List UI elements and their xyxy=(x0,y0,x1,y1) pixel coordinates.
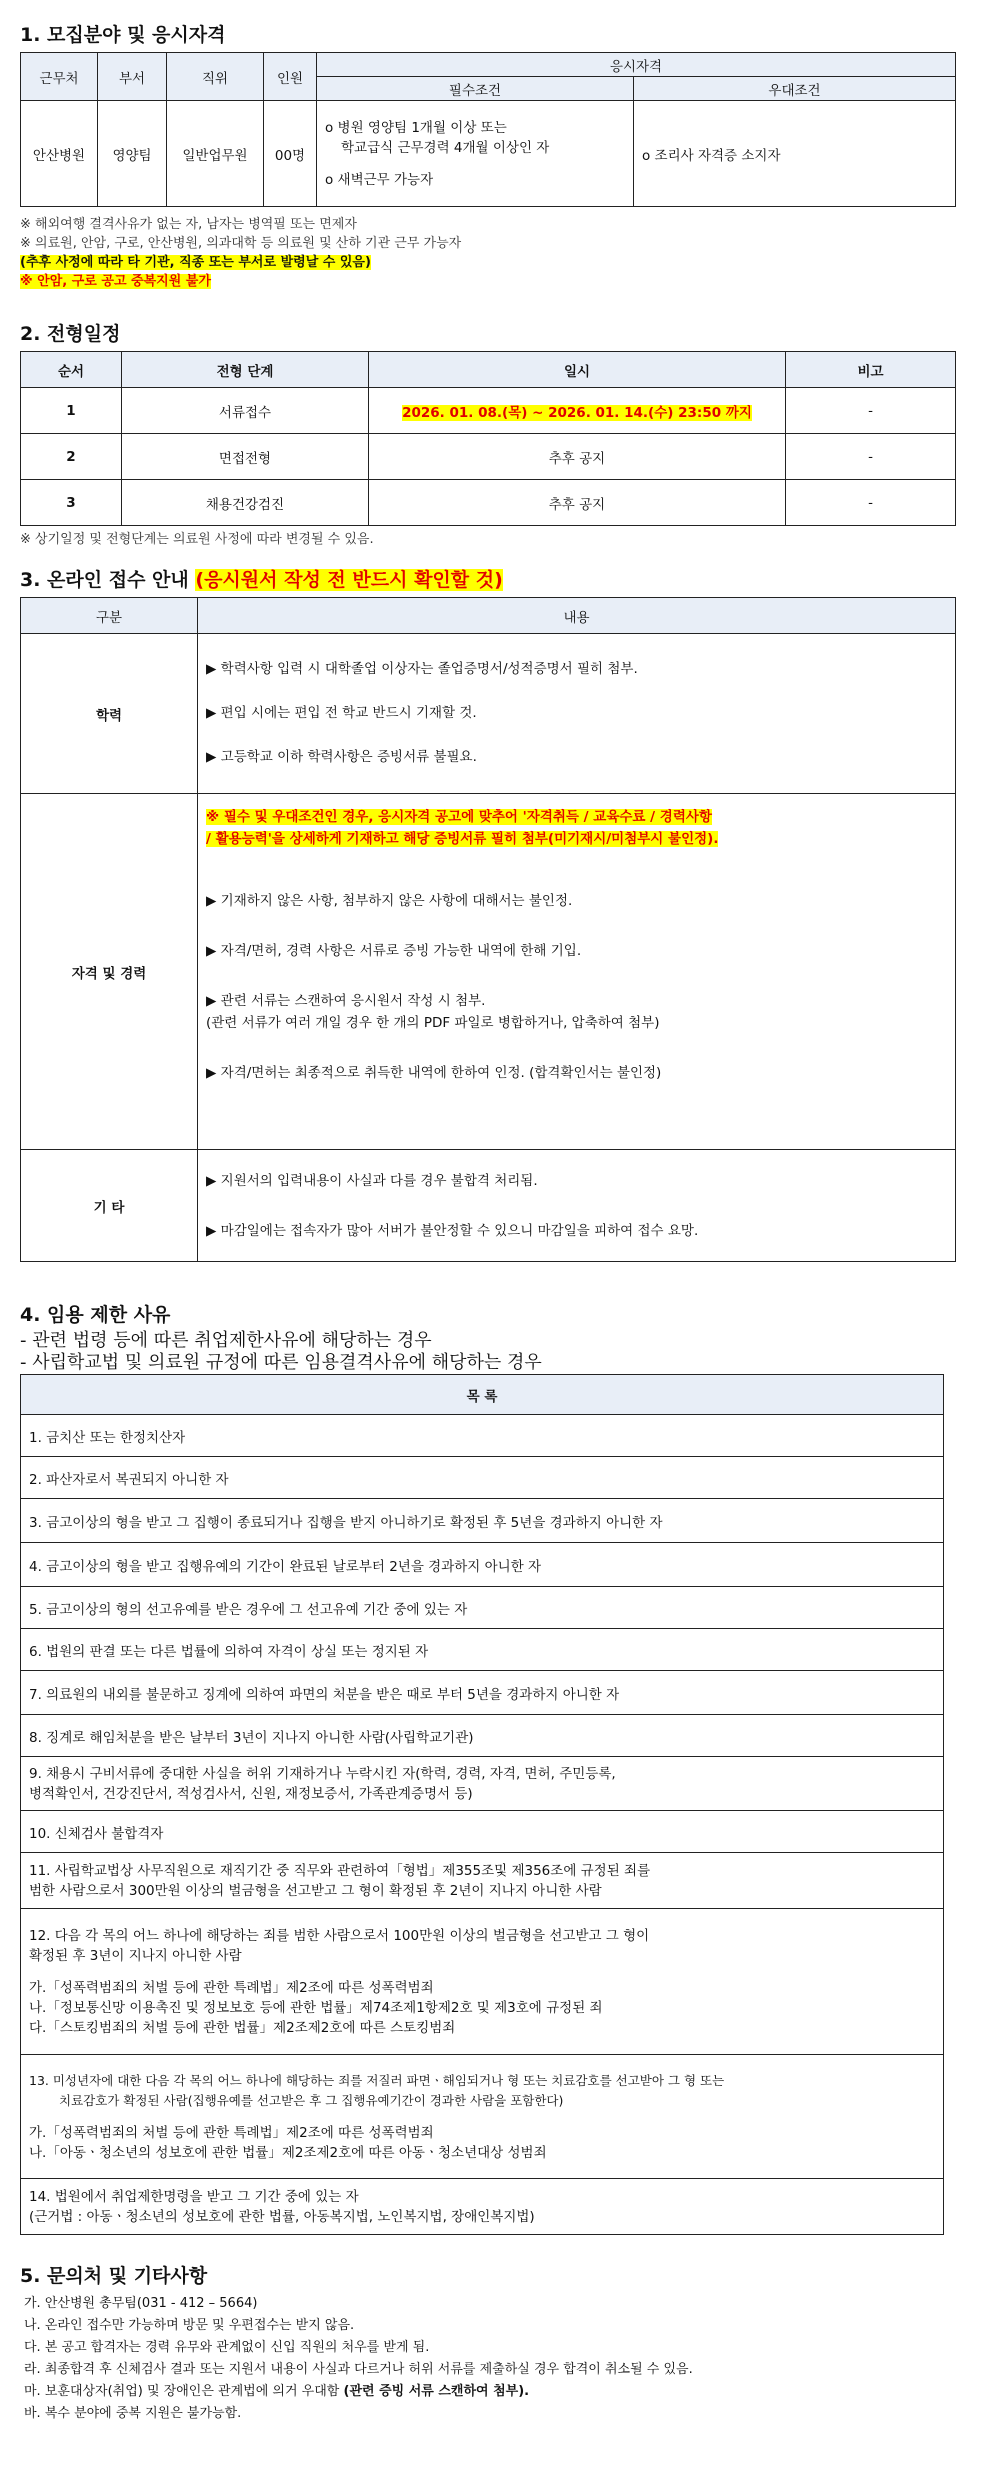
restriction-line: 치료감호가 확정된 사람(집행유예를 선고받은 후 그 집행유예기간이 경과한 사람을 포함한다) xyxy=(59,2092,564,2108)
schedule-row xyxy=(21,480,956,526)
category-education: 학력 xyxy=(21,634,198,794)
qualification-warning-2: / 활용능력'을 상세하게 기재하고 해당 증빙서류 필히 첨부(미기재시/미첨부시 불인정). xyxy=(206,831,719,847)
recruitment-table xyxy=(20,52,956,207)
cell-position: 일반업무원 xyxy=(167,101,264,207)
restriction-line: 9. 채용시 구비서류에 중대한 사실을 허위 기재하거나 누락시킨 자(학력, 경력, 자격, 면허, 주민등록, xyxy=(29,1765,616,1782)
qualification-content xyxy=(198,794,956,1150)
header-content: 내용 xyxy=(198,598,956,634)
section-4-intro: - 관련 법령 등에 따른 취업제한사유에 해당하는 경우 xyxy=(20,1330,432,1351)
restriction-line: 11. 사립학교법상 사무직원으로 재직기간 중 직무와 관련하여「형법」제355조및 제356조에 규정된 죄를 xyxy=(29,1862,651,1879)
qualification-item: ▶ 자격/면허는 최종적으로 취득한 내역에 한하여 인정. (합격확인서는 불인정) xyxy=(206,1065,662,1081)
schedule-order: 3 xyxy=(21,480,122,526)
restriction-item: 1. 금치산 또는 한정치산자 xyxy=(21,1415,944,1457)
restriction-line: 병적확인서, 건강진단서, 적성검사서, 신원, 재정보증서, 가족관계증명서 등) xyxy=(29,1785,473,1802)
category-qualification: 자격 및 경력 xyxy=(21,794,198,1150)
schedule-table xyxy=(20,351,956,526)
header-required: 필수조건 xyxy=(317,77,634,101)
restriction-line: 다.「스토킹범죄의 처벌 등에 관한 법률」제2조제2호에 따른 스토킹범죄 xyxy=(29,2019,456,2036)
category-other: 기 타 xyxy=(21,1150,198,1262)
schedule-order: 2 xyxy=(21,434,122,480)
restriction-item: 4. 금고이상의 형을 받고 집행유예의 기간이 완료된 날로부터 2년을 경과하지 아니한 자 xyxy=(21,1543,944,1587)
restriction-table xyxy=(20,1374,944,2235)
restriction-item: 10. 신체검사 불합격자 xyxy=(21,1811,944,1853)
online-application-table xyxy=(20,597,956,1262)
schedule-row xyxy=(21,388,956,434)
restriction-line: 13. 미성년자에 대한 다음 각 목의 어느 하나에 해당하는 죄를 저질러 파면ㆍ해임되거나 형 또는 치료감호를 선고받아 그 형 또는 xyxy=(29,2072,725,2088)
header-category: 구분 xyxy=(21,598,198,634)
restriction-line: 12. 다음 각 목의 어느 하나에 해당하는 죄를 범한 사람으로서 100만원 이상의 벌금형을 선고받고 그 형이 xyxy=(29,1927,650,1944)
restriction-item: 8. 징계로 해임처분을 받은 날부터 3년이 지나지 아니한 사람(사립학교기관) xyxy=(21,1715,944,1757)
required-line-1: o 병원 영양팀 1개월 이상 또는 xyxy=(325,119,507,136)
restriction-item xyxy=(21,2055,944,2179)
section-4-intro: - 사립학교법 및 의료원 규정에 따른 임용결격사유에 해당하는 경우 xyxy=(20,1352,542,1373)
header-dept: 부서 xyxy=(98,53,167,101)
contact-item: 가. 안산병원 총무팀(031 - 412 – 5664) xyxy=(24,2296,258,2311)
note-3: (추후 사정에 따라 타 기관, 직종 또는 부서로 발령날 수 있음) xyxy=(20,255,371,270)
contact-item-text: 마. 보훈대상자(취업) 및 장애인은 관계법에 의거 우대함 xyxy=(24,2384,340,2399)
education-item: ▶ 고등학교 이하 학력사항은 증빙서류 불필요. xyxy=(206,749,477,765)
contact-item: 다. 본 공고 합격자는 경력 유무와 관계없이 신입 직원의 처우를 받게 됨. xyxy=(24,2340,430,2355)
section-3-title-highlight: (응시원서 작성 전 반드시 확인할 것) xyxy=(195,569,503,591)
qualification-item: ▶ 자격/면허, 경력 사항은 서류로 증빙 가능한 내역에 한해 기입. xyxy=(206,943,582,959)
restriction-line: 14. 법원에서 취업제한명령을 받고 그 기간 중에 있는 자 xyxy=(29,2188,359,2205)
contact-item: 라. 최종합격 후 신체검사 결과 또는 지원서 내용이 사실과 다르거나 허위 서류를 제출하실 경우 합격이 취소될 수 있음. xyxy=(24,2362,693,2377)
qualification-warning-1: ※ 필수 및 우대조건인 경우, 응시자격 공고에 맞추어 '자격취득 / 교육수료 / 경력사항 xyxy=(206,809,712,825)
header-position: 직위 xyxy=(167,53,264,101)
section-5-title: 5. 문의처 및 기타사항 xyxy=(20,2265,208,2287)
qualification-item: ▶ 기재하지 않은 사항, 첨부하지 않은 사항에 대해서는 불인정. xyxy=(206,893,573,909)
cell-dept: 영양팀 xyxy=(98,101,167,207)
restriction-line: 확정된 후 3년이 지나지 아니한 사람 xyxy=(29,1947,242,1964)
section-1-title: 1. 모집분야 및 응시자격 xyxy=(20,24,226,46)
contact-item-bold: (관련 증빙 서류 스캔하여 첨부). xyxy=(343,2384,530,2399)
contact-item xyxy=(24,2381,976,2403)
section-3-title-text: 3. 온라인 접수 안내 xyxy=(20,569,189,591)
restriction-item xyxy=(21,1757,944,1811)
restriction-item: 6. 법원의 판결 또는 다른 법률에 의하여 자격이 상실 또는 정지된 자 xyxy=(21,1629,944,1671)
education-content xyxy=(198,634,956,794)
restriction-line: 가.「성폭력범죄의 처벌 등에 관한 특례법」제2조에 따른 성폭력범죄 xyxy=(29,2124,434,2141)
header-workplace: 근무처 xyxy=(21,53,98,101)
schedule-date: 추후 공지 xyxy=(369,434,786,480)
schedule-order: 1 xyxy=(21,388,122,434)
restriction-item: 2. 파산자로서 복권되지 아니한 자 xyxy=(21,1457,944,1499)
restriction-line: 범한 사람으로서 300만원 이상의 벌금형을 선고받고 그 형이 확정된 후 2년이 지나지 아니한 사람 xyxy=(29,1882,602,1899)
section-3-title xyxy=(20,567,976,593)
restriction-item: 7. 의료원의 내외를 불문하고 징계에 의하여 파면의 처분을 받은 때로 부터 5년을 경과하지 아니한 자 xyxy=(21,1671,944,1715)
schedule-date: 추후 공지 xyxy=(369,480,786,526)
education-item: ▶ 학력사항 입력 시 대학졸업 이상자는 졸업증명서/성적증명서 필히 첨부. xyxy=(206,661,638,677)
header-preferred: 우대조건 xyxy=(634,77,956,101)
section-2-title: 2. 전형일정 xyxy=(20,323,121,345)
cell-workplace: 안산병원 xyxy=(21,101,98,207)
job-posting xyxy=(20,22,976,2425)
other-item: ▶ 지원서의 입력내용이 사실과 다를 경우 불합격 처리됨. xyxy=(206,1172,538,1189)
restriction-item xyxy=(21,1909,944,2055)
schedule-stage: 면접전형 xyxy=(122,434,369,480)
section-4-title: 4. 임용 제한 사유 xyxy=(20,1304,171,1326)
schedule-remark: - xyxy=(786,480,956,526)
schedule-row xyxy=(21,434,956,480)
header-remark: 비고 xyxy=(786,352,956,388)
note-2: ※ 의료원, 안암, 구로, 안산병원, 의과대학 등 의료원 및 산하 기관 근무 가능자 xyxy=(20,236,462,251)
restriction-line: (근거법 : 아동ㆍ청소년의 성보호에 관한 법률, 아동복지법, 노인복지법, 장애인복지법) xyxy=(29,2208,535,2225)
header-qualification: 응시자격 xyxy=(317,53,956,77)
cell-preferred: o 조리사 자격증 소지자 xyxy=(634,101,956,207)
qualification-item: (관련 서류가 여러 개일 경우 한 개의 PDF 파일로 병합하거나, 압축하여 첨부) xyxy=(206,1015,660,1031)
restriction-item: 5. 금고이상의 형의 선고유예를 받은 경우에 그 선고유예 기간 중에 있는 자 xyxy=(21,1587,944,1629)
header-stage: 전형 단계 xyxy=(122,352,369,388)
other-content xyxy=(198,1150,956,1262)
restriction-line: 가.「성폭력범죄의 처벌 등에 관한 특례법」제2조에 따른 성폭력범죄 xyxy=(29,1979,434,1996)
schedule-stage: 채용건강검진 xyxy=(122,480,369,526)
header-date: 일시 xyxy=(369,352,786,388)
cell-count: 00명 xyxy=(264,101,317,207)
contact-item: 바. 복수 분야에 중복 지원은 불가능함. xyxy=(24,2406,242,2421)
restriction-list-header: 목 록 xyxy=(21,1375,944,1415)
header-order: 순서 xyxy=(21,352,122,388)
schedule-stage: 서류접수 xyxy=(122,388,369,434)
contact-item: 나. 온라인 접수만 가능하며 방문 및 우편접수는 받지 않음. xyxy=(24,2318,355,2333)
schedule-remark: - xyxy=(786,388,956,434)
restriction-item xyxy=(21,1853,944,1909)
header-count: 인원 xyxy=(264,53,317,101)
restriction-item: 3. 금고이상의 형을 받고 그 집행이 종료되거나 집행을 받지 아니하기로 확정된 후 5년을 경과하지 아니한 자 xyxy=(21,1499,944,1543)
restriction-line: 나.「아동ㆍ청소년의 성보호에 관한 법률」제2조제2호에 따른 아동ㆍ청소년대상 성범죄 xyxy=(29,2144,547,2161)
restriction-item xyxy=(21,2179,944,2235)
note-1: ※ 해외여행 결격사유가 없는 자, 남자는 병역필 또는 면제자 xyxy=(20,217,357,232)
education-item: ▶ 편입 시에는 편입 전 학교 반드시 기재할 것. xyxy=(206,705,477,721)
required-line-3: o 새벽근무 가능자 xyxy=(325,171,434,188)
other-item: ▶ 마감일에는 접속자가 많아 서버가 불안정할 수 있으니 마감일을 피하여 접수 요망. xyxy=(206,1222,699,1239)
cell-required xyxy=(317,101,634,207)
restriction-line: 나.「정보통신망 이용촉진 및 정보보호 등에 관한 법률」제74조제1항제2호 및 제3호에 규정된 죄 xyxy=(29,1999,603,2016)
qualification-item: ▶ 관련 서류는 스캔하여 응시원서 작성 시 첨부. xyxy=(206,993,486,1009)
note-4: ※ 안암, 구로 공고 중복지원 불가 xyxy=(20,274,211,289)
schedule-date: 2026. 01. 08.(목) ~ 2026. 01. 14.(수) 23:50 까지 xyxy=(402,404,752,421)
schedule-remark: - xyxy=(786,434,956,480)
schedule-note: ※ 상기일정 및 전형단계는 의료원 사정에 따라 변경될 수 있음. xyxy=(20,532,374,547)
required-line-2: 학교급식 근무경력 4개월 이상인 자 xyxy=(341,139,550,156)
